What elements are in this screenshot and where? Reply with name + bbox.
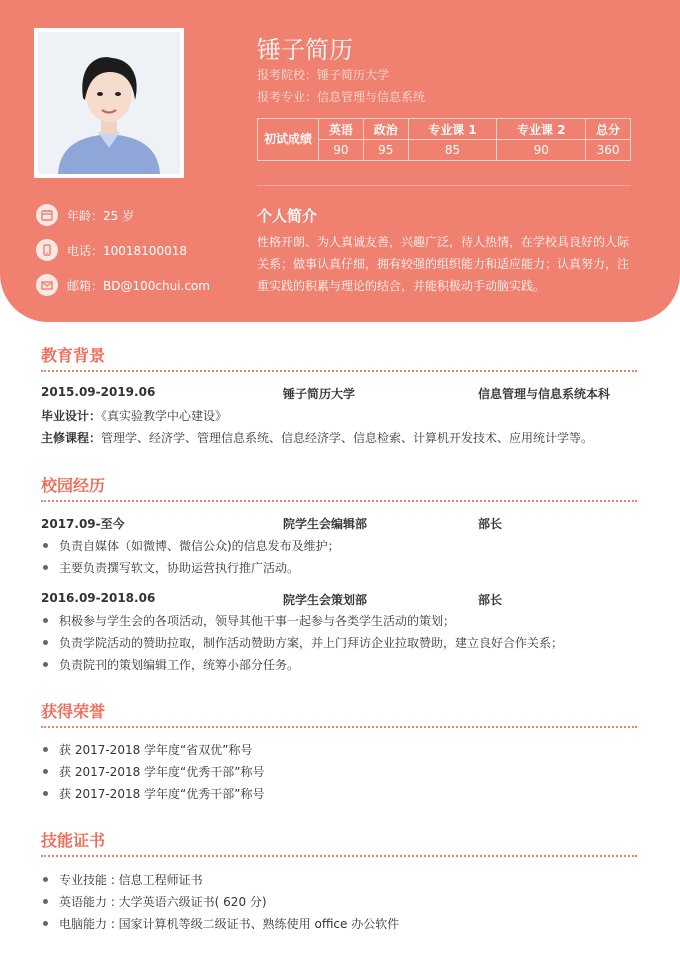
list-item <box>41 634 563 651</box>
education-divider <box>41 370 637 372</box>
target-major: 报考专业：信息管理与信息系统 <box>257 90 426 104</box>
campus-org-2: 院学生会策划部 <box>283 593 368 607</box>
list-item <box>41 763 264 780</box>
campus-role-1: 部长 <box>478 517 503 531</box>
honors-divider <box>41 726 637 728</box>
list-item-text: 获 2017-2018 学年度“优秀干部”称号 <box>59 787 265 801</box>
list-item-text: 英语能力 : 大学英语六级证书( 620 分) <box>59 895 267 909</box>
phone-text: 电话：10018100018 <box>67 243 187 258</box>
list-item <box>41 893 267 910</box>
list-item-text: 电脑能力 : 国家计算机等级二级证书、熟练使用 office 办公软件 <box>59 917 400 931</box>
intro-heading: 个人简介 <box>257 207 318 225</box>
education-heading: 教育背景 <box>41 346 106 365</box>
courses-line <box>41 429 593 446</box>
score-value-total: 360 <box>586 140 631 161</box>
list-item-text: 积极参与学生会的各项活动，领导其他干事一起参与各类学生活动的策划； <box>59 614 456 628</box>
contact-email <box>36 274 210 296</box>
profile-photo <box>34 28 184 178</box>
list-item-text: 获 2017-2018 学年度“优秀干部”称号 <box>59 765 265 779</box>
header-banner <box>0 0 680 322</box>
calendar-icon <box>36 204 58 226</box>
education-school: 锤子简历大学 <box>283 387 356 401</box>
list-item <box>41 915 399 932</box>
list-item <box>41 871 203 888</box>
courses-label: 主修课程： <box>41 431 102 445</box>
score-value-english: 90 <box>319 140 364 161</box>
skills-divider <box>41 855 637 857</box>
score-value-major2: 90 <box>497 140 586 161</box>
email-text: 邮箱：BD@100chui.com <box>67 278 210 293</box>
contact-phone <box>36 239 187 261</box>
contact-age <box>36 204 134 226</box>
score-header-major2: 专业课 2 <box>497 119 586 140</box>
portrait-avatar <box>38 32 180 174</box>
envelope-icon <box>36 274 58 296</box>
list-item <box>41 612 455 629</box>
list-item <box>41 537 340 554</box>
list-item-text: 负责院刊的策划编辑工作，统筹小部分任务。 <box>59 658 300 672</box>
phone-icon <box>36 239 58 261</box>
score-value-major1: 85 <box>408 140 497 161</box>
thesis-line <box>41 407 227 424</box>
list-item <box>41 785 264 802</box>
courses-text: 管理学、经济学、管理信息系统、信息经济学、信息检索、计算机开发技术、应用统计学等。 <box>101 431 594 445</box>
list-item <box>41 656 299 673</box>
list-item-text: 专业技能 : 信息工程师证书 <box>59 873 203 887</box>
campus-org-1: 院学生会编辑部 <box>283 517 368 531</box>
list-item-text: 主要负责撰写软文，协助运营执行推广活动。 <box>59 561 300 575</box>
exam-score-table <box>257 118 631 161</box>
list-item <box>41 741 252 758</box>
age-text: 年龄：25 岁 <box>67 208 135 223</box>
header-divider <box>257 185 631 186</box>
campus-period-2: 2016.09-2018.06 <box>41 591 156 605</box>
skills-heading: 技能证书 <box>41 831 106 850</box>
score-row-label: 初试成绩 <box>258 119 319 161</box>
education-degree: 信息管理与信息系统本科 <box>478 387 611 401</box>
score-header-major1: 专业课 1 <box>408 119 497 140</box>
list-item-text: 负责自媒体（如微博、微信公众)的信息发布及维护； <box>59 539 340 553</box>
list-item <box>41 559 299 576</box>
score-header-english: 英语 <box>319 119 364 140</box>
target-school: 报考院校：锤子简历大学 <box>257 68 390 82</box>
campus-heading: 校园经历 <box>41 476 106 495</box>
thesis-label: 毕业设计： <box>41 409 102 423</box>
campus-role-2: 部长 <box>478 593 503 607</box>
candidate-name: 锤子简历 <box>257 36 353 64</box>
score-value-politics: 95 <box>363 140 408 161</box>
list-item-text: 负责学院活动的赞助拉取，制作活动赞助方案，并上门拜访企业拉取赞助，建立良好合作关系； <box>59 636 564 650</box>
score-header-total: 总分 <box>586 119 631 140</box>
thesis-text: 《真实验教学中心建设》 <box>101 409 228 423</box>
campus-period-1: 2017.09-至今 <box>41 517 125 531</box>
campus-divider <box>41 500 637 502</box>
score-header-politics: 政治 <box>363 119 408 140</box>
list-item-text: 获 2017-2018 学年度“省双优”称号 <box>59 743 253 757</box>
honors-heading: 获得荣誉 <box>41 702 106 721</box>
intro-paragraph: 性格开朗、为人真诚友善，兴趣广泛，待人热情，在学校具良好的人际关系；做事认真仔细，拥有较强的组织能力和适应能力；认真努力，注重实践的积累与理论的结合，并能积极动手动脑实践。 <box>257 235 630 293</box>
education-period: 2015.09-2019.06 <box>41 385 156 399</box>
